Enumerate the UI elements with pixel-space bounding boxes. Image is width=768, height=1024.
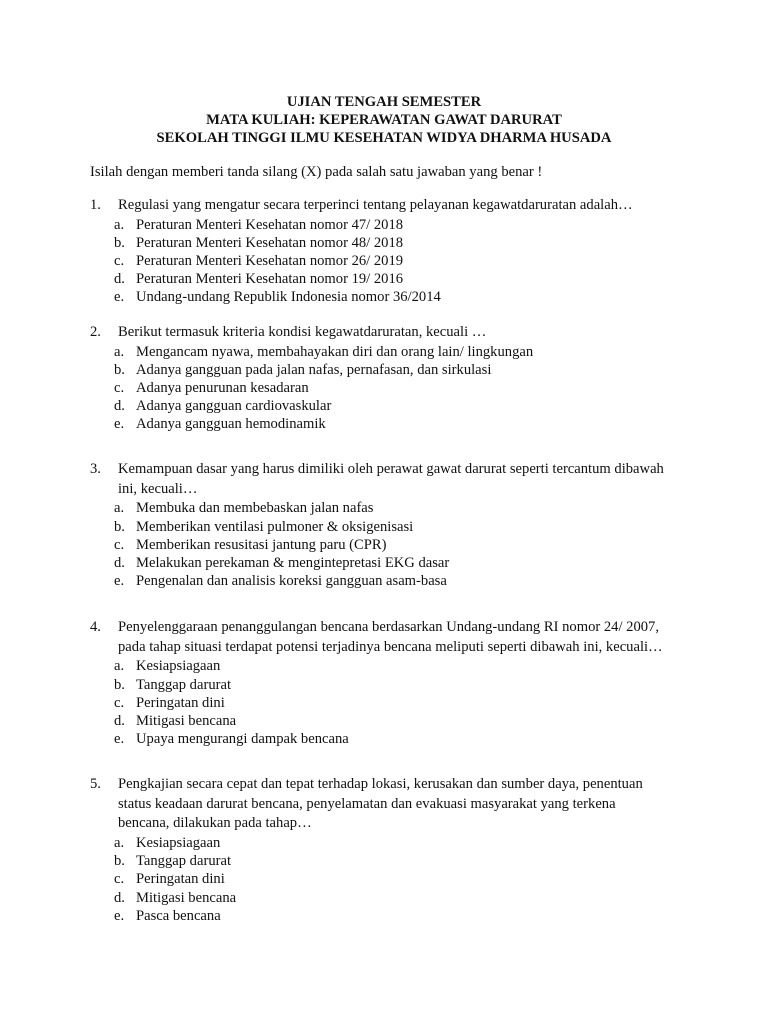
option-text: Peraturan Menteri Kesehatan nomor 26/ 2019: [136, 253, 404, 270]
question-number: 2.: [90, 324, 101, 340]
answer-option[interactable]: [90, 397, 690, 415]
question-text-line: [90, 775, 690, 795]
question-text-line: [90, 480, 690, 500]
option-text: Mitigasi bencana: [136, 889, 237, 906]
option-text: Kesiapsiagaan: [136, 658, 221, 675]
option-text: Peringatan dini: [136, 871, 225, 888]
option-letter: d.: [114, 271, 125, 288]
answer-option[interactable]: [90, 889, 690, 907]
question-text-line: [90, 323, 690, 343]
question-text: Kemampuan dasar yang harus dimiliki oleh perawat gawat darurat seperti tercantum dibawah: [118, 461, 664, 477]
option-text: Upaya mengurangi dampak bencana: [136, 731, 349, 748]
option-text: Peraturan Menteri Kesehatan nomor 48/ 2018: [136, 234, 404, 251]
question-5: [90, 775, 690, 925]
option-text: Mitigasi bencana: [136, 712, 237, 729]
question-text: Pengkajian secara cepat dan tepat terhadap lokasi, kerusakan dan sumber daya, penentuan: [118, 776, 643, 792]
answer-option[interactable]: [90, 712, 690, 730]
answer-option[interactable]: [90, 870, 690, 888]
question-text: bencana, dilakukan pada tahap…: [118, 815, 312, 832]
option-text: Peraturan Menteri Kesehatan nomor 19/ 2016: [136, 271, 404, 288]
option-letter: a.: [114, 343, 125, 360]
option-letter: d.: [114, 712, 125, 729]
answer-option[interactable]: [90, 554, 690, 572]
option-letter: a.: [114, 216, 125, 233]
option-text: Pasca bencana: [136, 907, 221, 924]
instruction-text: Isilah dengan memberi tanda silang (X) pada salah satu jawaban yang benar !: [90, 164, 543, 180]
institution-title: SEKOLAH TINGGI ILMU KESEHATAN WIDYA DHARMA HUSADA: [156, 130, 612, 146]
option-letter: b.: [114, 234, 125, 251]
option-text: Melakukan perekaman & mengintepretasi EKG dasar: [136, 554, 450, 571]
question-text: pada tahap situasi terdapat potensi terjadinya bencana meliputi seperti dibawah ini, kecuali…: [118, 638, 663, 655]
question-number: 5.: [90, 776, 101, 792]
option-letter: d.: [114, 554, 125, 571]
question-text: Penyelenggaraan penanggulangan bencana berdasarkan Undang-undang RI nomor 24/ 2007,: [118, 619, 660, 635]
option-text: Adanya gangguan pada jalan nafas, pernafasan, dan sirkulasi: [136, 361, 492, 378]
option-letter: d.: [114, 398, 125, 415]
option-text: Adanya gangguan hemodinamik: [136, 416, 326, 433]
option-text: Mengancam nyawa, membahayakan diri dan orang lain/ lingkungan: [136, 343, 534, 360]
option-letter: b.: [114, 676, 125, 693]
option-text: Tanggap darurat: [136, 676, 232, 693]
answer-option[interactable]: [90, 676, 690, 694]
option-letter: c.: [114, 253, 125, 270]
answer-option[interactable]: [90, 694, 690, 712]
course-title: MATA KULIAH: KEPERAWATAN GAWAT DARURAT: [206, 112, 562, 128]
question-text-line: [90, 618, 690, 638]
answer-option[interactable]: [90, 572, 690, 590]
question-text-line: [90, 814, 690, 834]
option-letter: c.: [114, 694, 125, 711]
option-text: Tanggap darurat: [136, 853, 232, 870]
question-4: [90, 618, 690, 748]
question-text: ini, kecuali…: [118, 480, 198, 497]
option-letter: e.: [114, 573, 125, 590]
option-letter: b.: [114, 853, 125, 870]
answer-option[interactable]: [90, 343, 690, 361]
answer-option[interactable]: [90, 252, 690, 270]
option-letter: a.: [114, 500, 125, 517]
option-text: Peringatan dini: [136, 694, 225, 711]
question-text: status keadaan darurat bencana, penyelamatan dan evakuasi masyarakat yang terkena: [118, 795, 616, 812]
question-text: Berikut termasuk kriteria kondisi kegawatdaruratan, kecuali …: [118, 324, 487, 340]
answer-option[interactable]: [90, 216, 690, 234]
option-letter: a.: [114, 658, 125, 675]
question-2: [90, 323, 690, 434]
option-text: Peraturan Menteri Kesehatan nomor 47/ 2018: [136, 216, 404, 233]
option-text: Memberikan ventilasi pulmoner & oksigenisasi: [136, 518, 414, 535]
question-number: 3.: [90, 461, 101, 477]
exam-title: UJIAN TENGAH SEMESTER: [286, 94, 482, 110]
question-text-line: [90, 196, 690, 216]
option-letter: e.: [114, 731, 125, 748]
answer-option[interactable]: [90, 518, 690, 536]
answer-option[interactable]: [90, 852, 690, 870]
answer-option[interactable]: [90, 415, 690, 433]
answer-option[interactable]: [90, 730, 690, 748]
question-text-line: [90, 795, 690, 815]
answer-option[interactable]: [90, 270, 690, 288]
exam-header: [0, 93, 768, 147]
answer-option[interactable]: [90, 379, 690, 397]
answer-option[interactable]: [90, 234, 690, 252]
option-text: Kesiapsiagaan: [136, 835, 221, 852]
answer-option[interactable]: [90, 536, 690, 554]
option-text: Undang-undang Republik Indonesia nomor 36/2014: [136, 289, 441, 306]
option-letter: e.: [114, 416, 125, 433]
question-number: 1.: [90, 197, 101, 213]
question-number: 4.: [90, 619, 101, 635]
option-text: Adanya gangguan cardiovaskular: [136, 398, 332, 415]
option-letter: c.: [114, 380, 125, 397]
option-text: Membuka dan membebaskan jalan nafas: [136, 500, 374, 517]
option-letter: c.: [114, 536, 125, 553]
question-text: Regulasi yang mengatur secara terperinci tentang pelayanan kegawatdaruratan adalah…: [118, 197, 633, 213]
option-letter: b.: [114, 518, 125, 535]
option-letter: e.: [114, 289, 125, 306]
answer-option[interactable]: [90, 288, 690, 306]
option-letter: a.: [114, 835, 125, 852]
answer-option[interactable]: [90, 834, 690, 852]
option-text: Pengenalan dan analisis koreksi gangguan asam-basa: [136, 573, 447, 590]
answer-option[interactable]: [90, 657, 690, 675]
option-letter: d.: [114, 889, 125, 906]
question-text-line: [90, 638, 690, 658]
option-text: Adanya penurunan kesadaran: [136, 380, 309, 397]
answer-option[interactable]: [90, 907, 690, 925]
option-letter: c.: [114, 871, 125, 888]
option-letter: e.: [114, 907, 125, 924]
answer-option[interactable]: [90, 361, 690, 379]
question-1: [90, 196, 690, 307]
option-text: Memberikan resusitasi jantung paru (CPR): [136, 536, 387, 553]
question-3: [90, 460, 690, 590]
answer-option[interactable]: [90, 499, 690, 517]
option-letter: b.: [114, 361, 125, 378]
question-text-line: [90, 460, 690, 480]
